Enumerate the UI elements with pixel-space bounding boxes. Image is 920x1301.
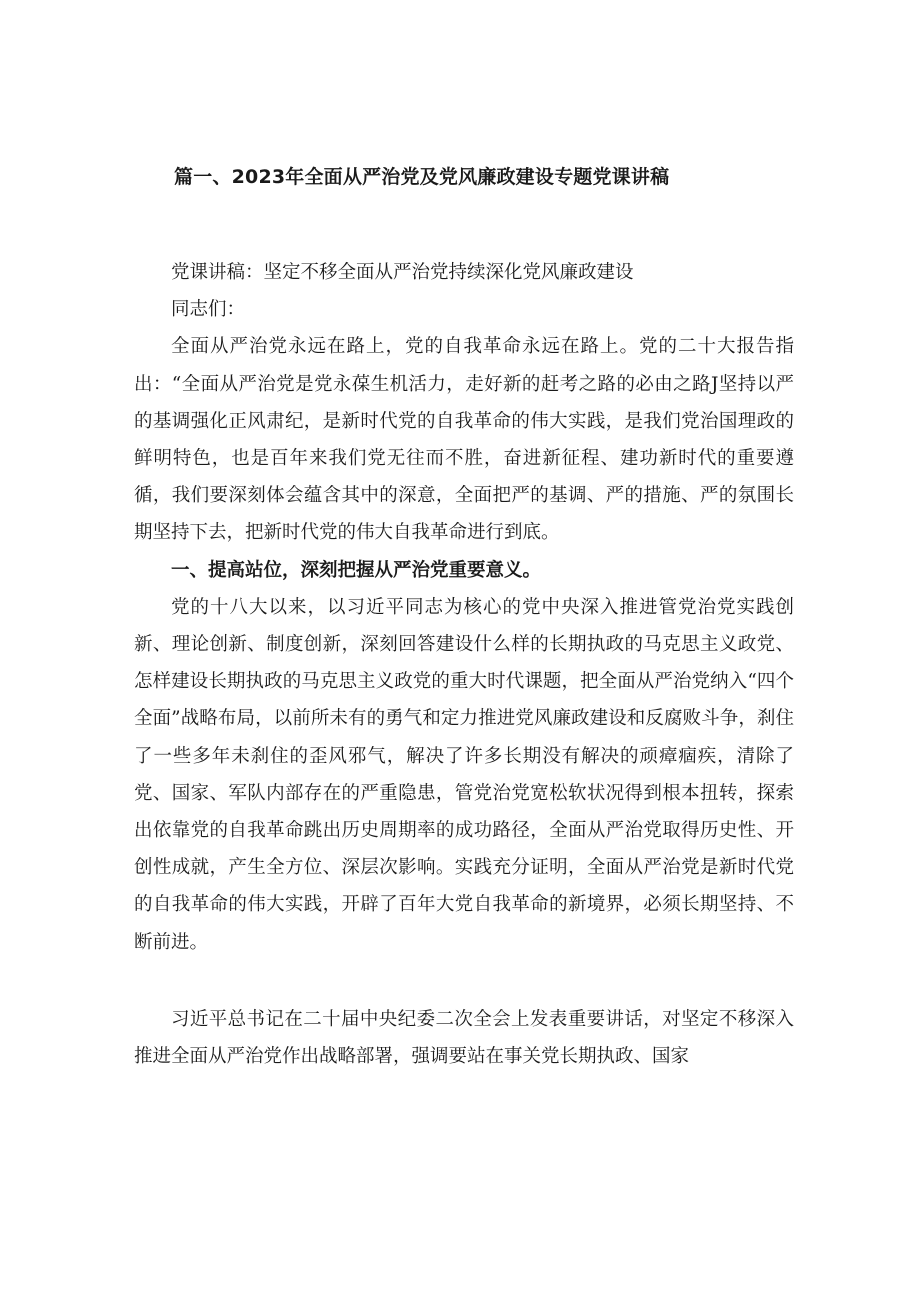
salutation: 同志们： [171,299,246,321]
document-body [134,254,794,1075]
subtitle-line: 党课讲稿：坚定不移全面从严治党持续深化党风廉政建设 [171,262,634,283]
paragraph-intro: 全面从严治党永远在路上，党的自我革命永远在路上。党的二十大报告指出：“全面从严治党是党永葆生机活力，走好新的赶考之路的必由之路J坚持以严的基调强化正风肃纪，是新时代党的自我革命的伟大实践，是我们党治国理政的鲜明特色，也是百年来我们党无往而不胜，奋进新征程、建功新时代的重要遵循，我们要深刻体会蕴含其中的深意，全面把严的基调、严的措施、严的氛围长期坚持下去，把新时代党的伟大自我革命进行到底。 [134,336,794,544]
paragraph-speech: 习近平总书记在二十届中央纪委二次全会上发表重要讲话，对坚定不移深入推进全面从严治党作出战略部署，强调要站在事关党长期执政、国家 [134,1008,794,1068]
section-heading: 一、提高站位，深刻把握从严治党重要意义。 [171,559,542,581]
document-title: 篇一、2023年全面从严治党及党风廉政建设专题党课讲稿 [174,166,670,188]
paragraph-section-one: 党的十八大以来，以习近平同志为核心的党中央深入推进管党治党实践创新、理论创新、制度创新，深刻回答建设什么样的长期执政的马克思主义政党、怎样建设长期执政的马克思主义政党的重大时代课题，把全面从严治党纳入“四个全面”战略布局，以前所未有的勇气和定力推进党风廉政建设和反腐败斗争，刹住了一些多年未刹住的歪风邪气，解决了许多长期没有解决的顽瘴痼疾，清除了党、国家、军队内部存在的严重隐患，管党治党宽松软状况得到根本扭转，探索出依靠党的自我革命跳出历史周期率的成功路径，全面从严治党取得历史性、开创性成就，产生全方位、深层次影响。实践充分证明，全面从严治党是新时代党的自我革命的伟大实践，开辟了百年大党自我革命的新境界，必须长期坚持、不断前进。 [134,596,794,953]
